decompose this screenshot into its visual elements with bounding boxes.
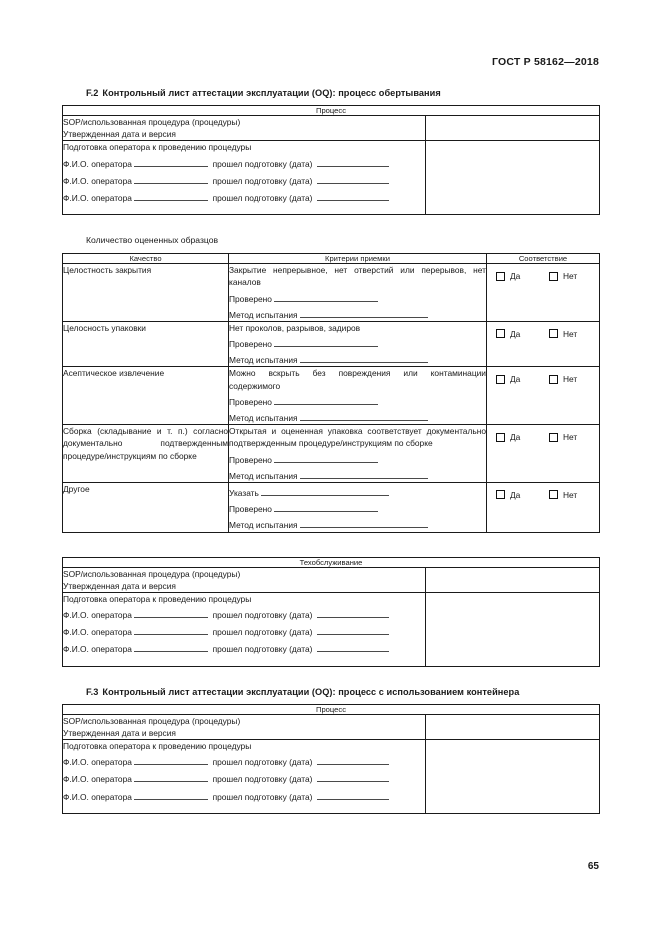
method-label: Метод испытания [229, 309, 298, 320]
option-label-no: Нет [563, 489, 578, 500]
criteria-text: Закрытие непрерывное, нет отверстий или перерывов, нет каналов [229, 265, 486, 288]
table-row [63, 116, 600, 141]
spacer [62, 533, 599, 557]
checkbox-icon[interactable] [496, 433, 505, 442]
compliance-options [487, 425, 599, 442]
table-row [63, 482, 600, 532]
section-title-f2: Контрольный лист аттестации эксплуатации (OQ): процесс обертывания [102, 88, 441, 98]
date-input[interactable] [317, 174, 389, 184]
fio-input[interactable] [134, 157, 208, 167]
table-row [63, 425, 600, 483]
checkbox-icon[interactable] [549, 433, 558, 442]
training-answer-cell[interactable] [426, 141, 600, 215]
compliance-cell [487, 482, 600, 532]
method-line [229, 518, 486, 531]
method-input[interactable] [300, 469, 428, 479]
compliance-cell [487, 264, 600, 322]
column-header-quality: Качество [63, 254, 229, 264]
option-label-yes: Да [510, 328, 521, 339]
option-label-no: Нет [563, 432, 578, 443]
standard-header: ГОСТ Р 58162—2018 [491, 56, 599, 68]
compliance-option-yes[interactable] [487, 432, 546, 442]
table-row [63, 567, 600, 592]
method-input[interactable] [300, 308, 428, 318]
operator-line [63, 642, 425, 655]
training-cell [63, 592, 426, 666]
quality-cell: Другое [63, 482, 229, 532]
compliance-option-no[interactable] [546, 329, 577, 339]
fio-input[interactable] [134, 755, 208, 765]
sop-cell [63, 116, 426, 141]
quality-cell: Целосность упаковки [63, 321, 229, 367]
training-lead: Подготовка оператора к проведению процедуры [63, 142, 252, 153]
column-header-compliance: Соответствие [487, 254, 600, 264]
option-label-no: Нет [563, 374, 578, 385]
date-input[interactable] [317, 772, 389, 782]
process-table-f3 [62, 704, 600, 814]
criteria-cell [229, 321, 487, 367]
trained-label: прошел подготовку (дата) [212, 175, 313, 186]
compliance-option-no[interactable] [546, 490, 577, 500]
sop-line-2: Утвержденная дата и версия [63, 727, 176, 738]
samples-caption: Количество оцененных образцов [86, 235, 219, 246]
sop-cell [63, 714, 426, 739]
training-answer-cell[interactable] [426, 740, 600, 814]
checked-label: Проверено [229, 454, 272, 465]
fio-label: Ф.И.О. оператора [63, 644, 132, 655]
fio-input[interactable] [134, 608, 208, 618]
section-heading-f2 [86, 88, 599, 98]
method-label: Метод испытания [229, 355, 298, 366]
fio-label: Ф.И.О. оператора [63, 791, 132, 802]
spacer [62, 667, 599, 687]
training-answer-cell[interactable] [426, 592, 600, 666]
sop-line-2: Утвержденная дата и версия [63, 580, 176, 591]
operator-line [63, 625, 425, 638]
compliance-cell [487, 321, 600, 367]
checked-line [229, 395, 486, 408]
criteria-text: Можно вскрыть без повреждения или контаминации содержимого [229, 368, 486, 391]
checkbox-icon[interactable] [549, 329, 558, 338]
process-table-heading: Процесс [63, 704, 600, 714]
page-number: 65 [587, 861, 599, 872]
operator-line [63, 157, 425, 170]
option-label-no: Нет [563, 271, 578, 282]
training-lead: Подготовка оператора к проведению процедуры [63, 741, 252, 751]
checked-label: Проверено [229, 396, 272, 407]
trained-label: прошел подготовку (дата) [212, 158, 313, 169]
fio-input[interactable] [134, 772, 208, 782]
criteria-cell [229, 367, 487, 425]
compliance-option-yes[interactable] [487, 271, 546, 281]
operator-line [63, 772, 425, 785]
method-label: Метод испытания [229, 470, 298, 481]
quality-cell [63, 425, 229, 483]
checkbox-icon[interactable] [549, 490, 558, 499]
compliance-option-no[interactable] [546, 432, 577, 442]
maintenance-table-heading: Техобслуживание [63, 557, 600, 567]
method-line [229, 308, 486, 321]
spacer [62, 215, 599, 235]
checkbox-icon[interactable] [496, 375, 505, 384]
checked-line [229, 453, 486, 466]
checked-input[interactable] [274, 292, 378, 302]
method-label: Метод испытания [229, 520, 298, 531]
checkbox-icon[interactable] [496, 329, 505, 338]
sop-line-1: SOP/использованная процедура (процедуры) [63, 568, 241, 579]
fio-label: Ф.И.О. оператора [63, 774, 132, 785]
checkbox-icon[interactable] [496, 272, 505, 281]
option-label-yes: Да [510, 271, 521, 282]
page-content [62, 88, 599, 814]
compliance-option-yes[interactable] [487, 329, 546, 339]
date-input[interactable] [317, 790, 389, 800]
criteria-cell [229, 482, 487, 532]
date-input[interactable] [317, 157, 389, 167]
option-label-no: Нет [563, 328, 578, 339]
table-header-row [63, 254, 600, 264]
operator-line [63, 608, 425, 621]
fio-label: Ф.И.О. оператора [63, 158, 132, 169]
table-row [63, 592, 600, 666]
method-line [229, 411, 486, 424]
trained-label: прошел подготовку (дата) [212, 192, 313, 203]
fio-label: Ф.И.О. оператора [63, 192, 132, 203]
option-label-yes: Да [510, 489, 521, 500]
fio-input[interactable] [134, 790, 208, 800]
trained-label: прошел подготовку (дата) [212, 757, 313, 768]
method-input[interactable] [300, 518, 428, 528]
compliance-cell [487, 367, 600, 425]
compliance-option-yes[interactable] [487, 490, 546, 500]
operator-line [63, 790, 425, 803]
trained-label: прошел подготовку (дата) [212, 627, 313, 638]
compliance-options [487, 322, 599, 339]
maintenance-table [62, 557, 600, 667]
table-row [63, 714, 600, 739]
sop-line-2: Утвержденная дата и версия [63, 129, 176, 140]
training-cell [63, 740, 426, 814]
compliance-option-yes[interactable] [487, 374, 546, 384]
checkbox-icon[interactable] [549, 375, 558, 384]
date-input[interactable] [317, 625, 389, 635]
compliance-cell [487, 425, 600, 483]
process-table-f2 [62, 105, 600, 215]
criteria-cell [229, 264, 487, 322]
checked-line [229, 292, 486, 305]
criteria-text: Нет проколов, разрывов, задиров [229, 322, 361, 333]
checked-input[interactable] [274, 502, 378, 512]
criteria-text: Открытая и оцененная упаковка соответствует документально подтвержденным процедуре/инструкциям по сборке [229, 426, 486, 449]
fio-label: Ф.И.О. оператора [63, 175, 132, 186]
specify-line [229, 486, 486, 499]
section-title-f3: Контрольный лист аттестации эксплуатации (OQ): процесс с использованием контейнера [102, 686, 520, 697]
table-row [63, 321, 600, 367]
quality-text: Сборка (складывание и т. п.) согласно документально подтвержденным процедуре/инструкциям по сборке [63, 426, 228, 461]
operator-line [63, 191, 425, 204]
checked-line [229, 502, 486, 515]
sop-answer-cell[interactable] [426, 567, 600, 592]
compliance-option-no[interactable] [546, 271, 577, 281]
method-input[interactable] [300, 353, 428, 363]
table-row [63, 557, 600, 567]
process-table-heading: Процесс [63, 106, 600, 116]
fio-input[interactable] [134, 191, 208, 201]
checked-input[interactable] [274, 337, 378, 347]
table-row [63, 367, 600, 425]
sop-line-1: SOP/использованная процедура (процедуры) [63, 715, 241, 726]
criteria-cell [229, 425, 487, 483]
checked-line [229, 337, 486, 350]
operator-line [63, 755, 425, 768]
fio-label: Ф.И.О. оператора [63, 627, 132, 638]
column-header-criteria: Критерии приемки [229, 254, 487, 264]
specify-label: Указать [229, 487, 259, 498]
quality-table [62, 253, 600, 532]
fio-label: Ф.И.О. оператора [63, 610, 132, 621]
compliance-options [487, 483, 599, 500]
checked-label: Проверено [229, 293, 272, 304]
quality-cell: Асептическое извлечение [63, 367, 229, 425]
checked-input[interactable] [274, 453, 378, 463]
fio-label: Ф.И.О. оператора [63, 757, 132, 768]
method-line [229, 469, 486, 482]
checkbox-icon[interactable] [496, 490, 505, 499]
training-lead: Подготовка оператора к проведению процедуры [63, 593, 252, 604]
quality-cell: Целостность закрытия [63, 264, 229, 322]
trained-label: прошел подготовку (дата) [212, 791, 313, 802]
fio-input[interactable] [134, 174, 208, 184]
table-row [63, 141, 600, 215]
option-label-yes: Да [510, 432, 521, 443]
fio-input[interactable] [134, 642, 208, 652]
checked-label: Проверено [229, 504, 272, 515]
table-row [63, 106, 600, 116]
compliance-options [487, 367, 599, 384]
checked-label: Проверено [229, 339, 272, 350]
date-input[interactable] [317, 755, 389, 765]
operator-line [63, 174, 425, 187]
table-row [63, 264, 600, 322]
section-number-f2: F.2 [86, 88, 99, 98]
date-input[interactable] [317, 608, 389, 618]
sop-answer-cell[interactable] [426, 714, 600, 739]
table-row [63, 740, 600, 814]
table-row [63, 704, 600, 714]
method-line [229, 353, 486, 366]
training-cell [63, 141, 426, 215]
trained-label: прошел подготовку (дата) [212, 774, 313, 785]
sop-cell [63, 567, 426, 592]
option-label-yes: Да [510, 374, 521, 385]
date-input[interactable] [317, 642, 389, 652]
compliance-options [487, 264, 599, 281]
method-input[interactable] [300, 411, 428, 421]
compliance-option-no[interactable] [546, 374, 577, 384]
method-label: Метод испытания [229, 413, 298, 423]
sop-line-1: SOP/использованная процедура (процедуры) [63, 117, 241, 127]
trained-label: прошел подготовку (дата) [212, 644, 313, 655]
date-input[interactable] [317, 191, 389, 201]
section-heading-f3 [86, 687, 599, 697]
specify-input[interactable] [261, 486, 389, 496]
checked-input[interactable] [274, 395, 378, 405]
sop-answer-cell[interactable] [426, 116, 600, 141]
checkbox-icon[interactable] [549, 272, 558, 281]
trained-label: прошел подготовку (дата) [212, 610, 313, 621]
section-number-f3: F.3 [86, 686, 99, 697]
fio-input[interactable] [134, 625, 208, 635]
